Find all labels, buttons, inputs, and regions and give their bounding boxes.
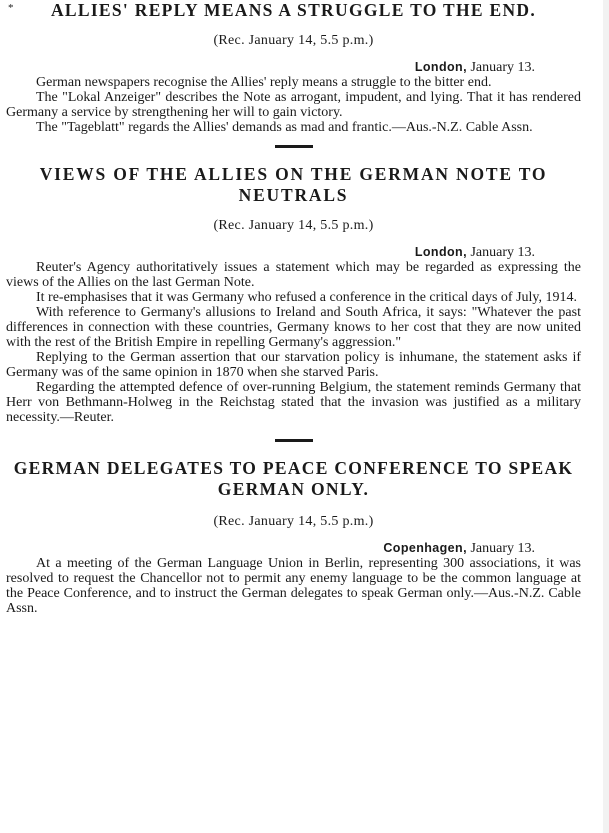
article-paragraph: At a meeting of the German Language Union in Berlin, representing 300 associations, it was resolved to request the Chancellor not to permit any enemy language to be the common language at the Peace Conference, and to instruct the German delegates to speak German only.—Aus.-N.Z. Cable Assn. [6, 556, 581, 616]
headline-line-2: NEUTRALS [238, 185, 349, 205]
headline-line-2: GERMAN ONLY. [217, 479, 370, 499]
article-paragraph: The "Tageblatt" regards the Allies' demands as mad and frantic.—Aus.-N.Z. Cable Assn. [36, 120, 533, 135]
article-paragraph: Reuter's Agency authoritatively issues a statement which may be regarded as expressing the views of the Allies on the last German Note. [6, 260, 581, 290]
section-divider [275, 145, 313, 148]
article-views-of-allies [6, 164, 581, 425]
received-line: (Rec. January 14, 5.5 p.m.) [213, 33, 374, 48]
dateline-place: Copenhagen, [383, 541, 467, 555]
article-paragraph: German newspapers recognise the Allies' reply means a struggle to the bitter end. [36, 75, 492, 90]
article-paragraph: The "Lokal Anzeiger" describes the Note as arrogant, impudent, and lying. That it has rendered Germany a service by strengthening her will to gain victory. [6, 90, 581, 120]
article-german-delegates [6, 458, 581, 616]
article-allies-reply [6, 0, 581, 135]
dateline [6, 245, 581, 260]
dateline [6, 60, 581, 75]
page-edge-shadow [603, 0, 609, 833]
dateline-place: London, [414, 245, 467, 259]
article-headline [6, 458, 581, 500]
corner-mark: * [8, 2, 14, 14]
dateline-place: London, [414, 60, 467, 74]
headline-line-1: GERMAN DELEGATES TO PEACE CONFERENCE TO SPEAK [13, 458, 574, 478]
received-line: (Rec. January 14, 5.5 p.m.) [213, 218, 374, 233]
dateline [6, 541, 581, 556]
dateline-date: January 13. [470, 541, 535, 556]
dateline-date: January 13. [470, 60, 535, 75]
article-paragraph: It re-emphasises that it was Germany who refused a conference in the critical days of July, 1914. [36, 290, 578, 305]
headline-line-1: VIEWS OF THE ALLIES ON THE GERMAN NOTE TO [39, 164, 548, 184]
received-line: (Rec. January 14, 5.5 p.m.) [213, 514, 374, 529]
article-paragraph: Regarding the attempted defence of over-running Belgium, the statement reminds Germany that Herr von Bethmann-Holweg in the Reichstag stated that the invasion was justified as a military necessity.—Reuter. [6, 380, 581, 425]
section-divider [275, 439, 313, 442]
article-headline [6, 164, 581, 206]
article-paragraph: Replying to the German assertion that our starvation policy is inhumane, the statement asks if Germany was of the same opinion in 1870 when she starved Paris. [6, 350, 581, 380]
article-paragraph: With reference to Germany's allusions to Ireland and South Africa, it says: "Whatever the past differences in connection with these countries, Germany knows to her cost that they are now united with the rest of the British Empire in repelling Germany's aggression." [6, 305, 581, 350]
dateline-date: January 13. [470, 245, 535, 260]
article-headline: ALLIES' REPLY MEANS A STRUGGLE TO THE END. [50, 0, 537, 20]
